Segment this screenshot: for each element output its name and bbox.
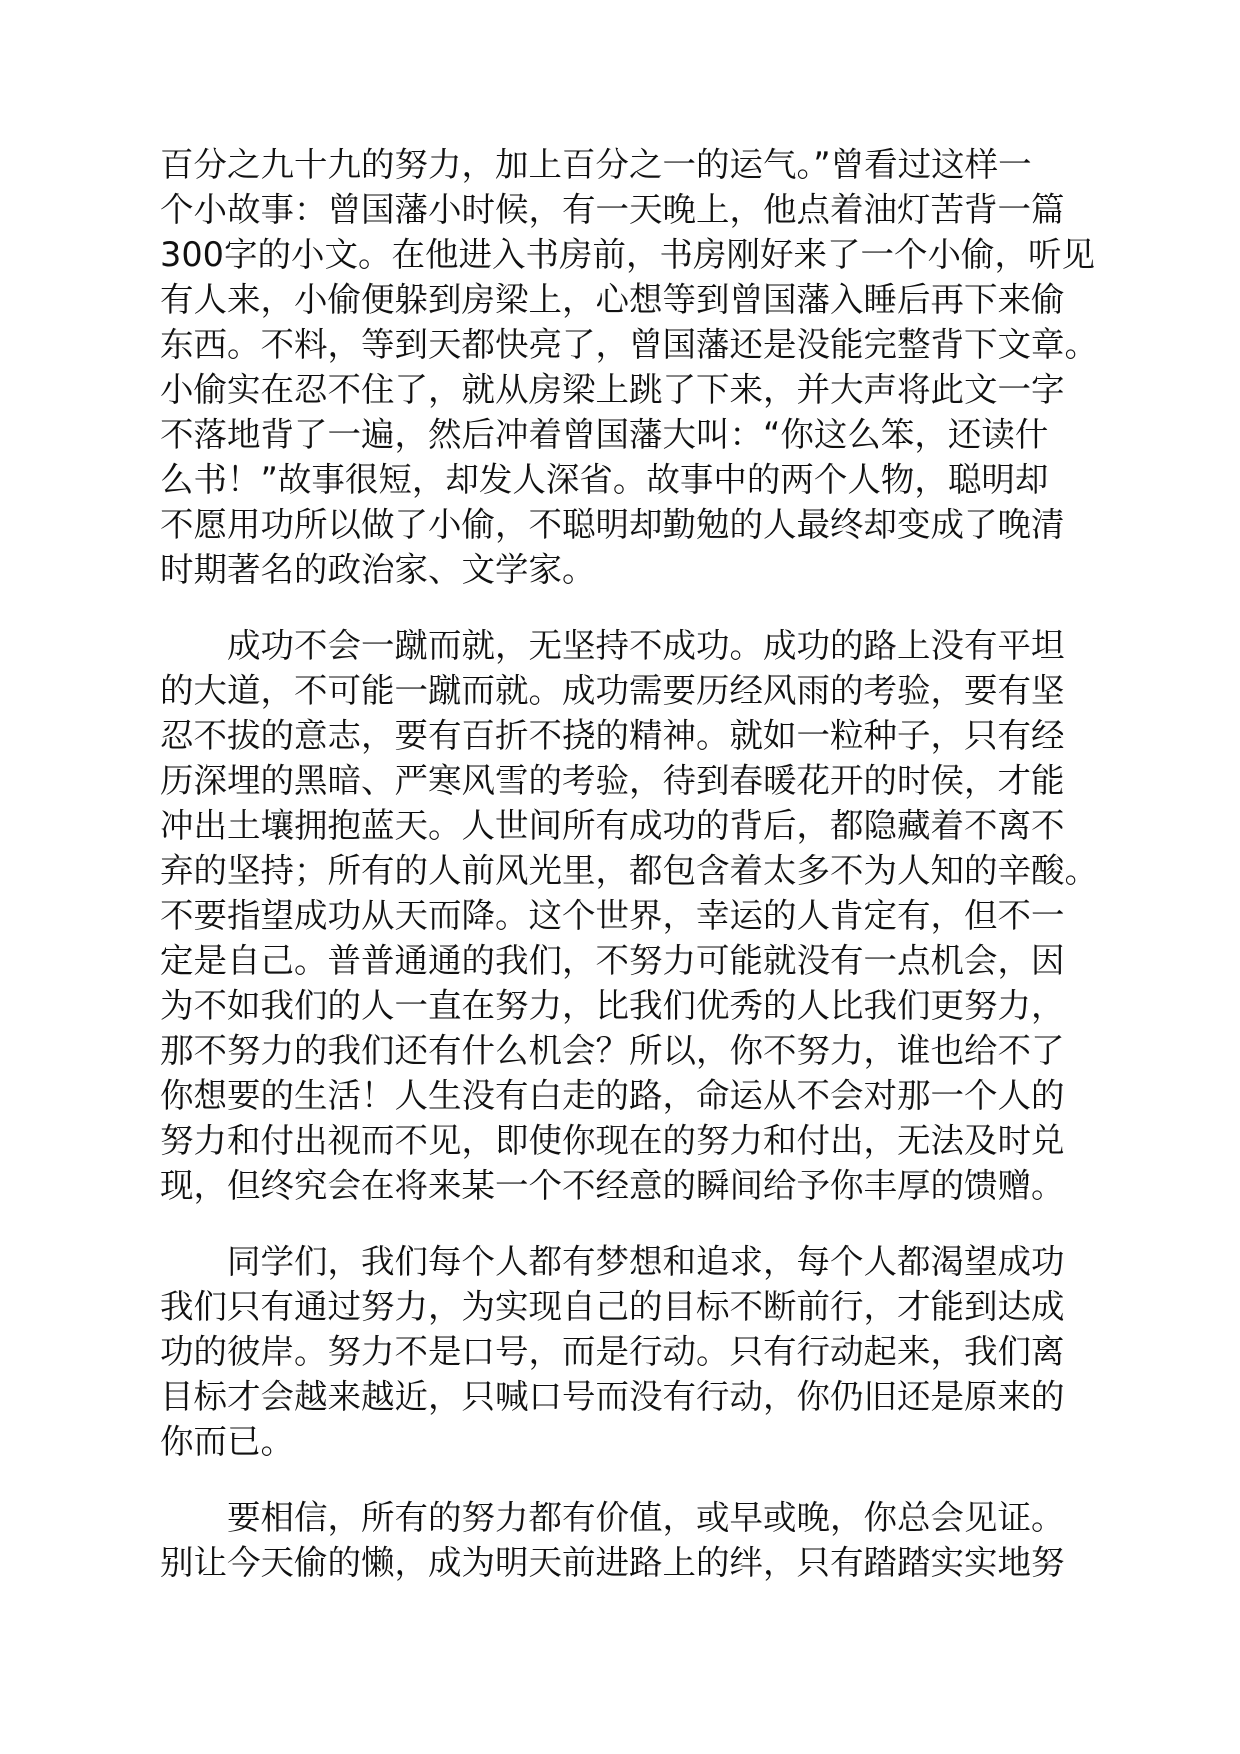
text-line: 百分之九十九的努力，加上百分之一的运气。”曾看过这样一 [160,145,1032,184]
text-line: 你而已。 [160,1422,294,1461]
text-line: 目标才会越来越近，只喊口号而没有行动，你仍旧还是原来的 [160,1377,1065,1416]
text-line: 定是自己。普普通通的我们，不努力可能就没有一点机会，因 [160,941,1065,980]
text-line: 功的彼岸。努力不是口号，而是行动。只有行动起来，我们离 [160,1332,1065,1371]
paragraph-story [160,142,1098,592]
text-line: 小偷实在忍不住了，就从房梁上跳了下来，并大声将此文一字 [160,370,1065,409]
text-line: 忍不拔的意志，要有百折不挠的精神。就如一粒种子，只有经 [160,716,1065,755]
text-line: 300字的小文。在他进入书房前，书房刚好来了一个小偷，听见 [160,235,1095,274]
text-line: 个小故事：曾国藩小时候，有一天晚上，他点着油灯苦背一篇 [160,190,1065,229]
paragraph-students [160,1239,1090,1464]
text-line: 有人来，小偷便躲到房梁上，心想等到曾国藩入睡后再下来偷 [160,280,1065,319]
text-line: 不要指望成功从天而降。这个世界，幸运的人肯定有，但不一 [160,896,1065,935]
text-line: 冲出土壤拥抱蓝天。人世间所有成功的背后，都隐藏着不离不 [160,806,1065,845]
text-line: 努力和付出视而不见，即使你现在的努力和付出，无法及时兑 [160,1121,1065,1160]
text-line: 不愿用功所以做了小偷，不聪明却勤勉的人最终却变成了晚清 [160,505,1065,544]
text-line: 那不努力的我们还有什么机会？所以，你不努力，谁也给不了 [160,1031,1065,1070]
text-line: 东西。不料，等到天都快亮了，曾国藩还是没能完整背下文章。 [160,325,1098,364]
text-line: 么书！”故事很短，却发人深省。故事中的两个人物，聪明却 [160,460,1049,499]
paragraph-believe [160,1495,1090,1585]
text-line: 历深埋的黑暗、严寒风雪的考验，待到春暖花开的时侯，才能 [160,761,1065,800]
text-line: 我们只有通过努力，为实现自己的目标不断前行，才能到达成 [160,1287,1065,1326]
text-line: 你想要的生活！人生没有白走的路，命运从不会对那一个人的 [160,1076,1065,1115]
paragraph-perseverance [160,623,1098,1208]
text-line: 的大道，不可能一蹴而就。成功需要历经风雨的考验，要有坚 [160,671,1065,710]
text-line: 时期著名的政治家、文学家。 [160,550,596,589]
paragraph-spacer [160,1464,1090,1495]
text-line: 不落地背了一遍，然后冲着曾国藩大叫：“你这么笨，还读什 [160,415,1049,454]
text-line: 现，但终究会在将来某一个不经意的瞬间给予你丰厚的馈赠。 [160,1166,1065,1205]
text-line: 弃的坚持；所有的人前风光里，都包含着太多不为人知的辛酸。 [160,851,1098,890]
text-line: 要相信，所有的努力都有价值，或早或晚，你总会见证。 [227,1498,1065,1537]
text-line: 为不如我们的人一直在努力，比我们优秀的人比我们更努力， [160,986,1065,1025]
text-line: 同学们，我们每个人都有梦想和追求，每个人都渴望成功 [227,1242,1065,1281]
text-line: 成功不会一蹴而就，无坚持不成功。成功的路上没有平坦 [227,626,1065,665]
document-body [160,142,1098,1585]
paragraph-spacer [160,592,1090,623]
text-line: 别让今天偷的懒，成为明天前进路上的绊，只有踏踏实实地努 [160,1543,1065,1582]
paragraph-spacer [160,1208,1090,1239]
